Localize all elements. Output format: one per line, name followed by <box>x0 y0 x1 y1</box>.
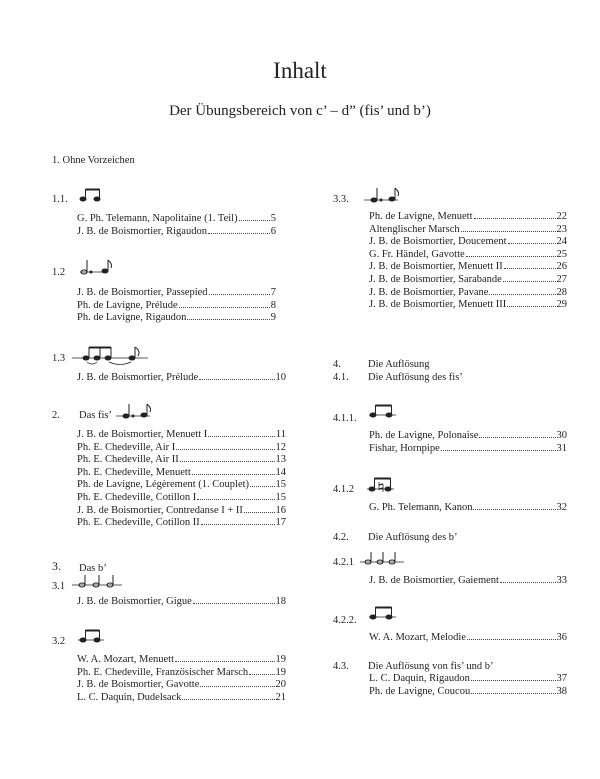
dot-leader <box>479 436 555 438</box>
toc-entry-title: Ph. E. Chedeville, Air I <box>77 441 176 453</box>
rhythm-dotted-quarter-eighth-icon <box>116 403 156 419</box>
toc-entry-title: Ph. de Lavigne, Rigaudon <box>77 312 187 324</box>
toc-entry-page: 16 <box>275 504 286 516</box>
section-2-number: 2. <box>52 410 60 421</box>
toc-entry-page: 31 <box>556 442 567 454</box>
toc-entry <box>77 691 286 704</box>
toc-entry <box>369 672 567 685</box>
section-1-3-number: 1.3 <box>52 353 66 364</box>
toc-entry <box>369 685 567 698</box>
toc-entry-page: 32 <box>556 502 567 513</box>
toc-entry-title: J. B. de Boismortier, Gaiement <box>369 575 499 586</box>
toc-entry-title: G. Ph. Telemann, Kanon <box>369 502 473 513</box>
toc-entry-title: J. B. de Boismortier, Menuett II <box>369 261 503 273</box>
page-subtitle: Der Übungsbereich von c’ – d” (fis’ und b’) <box>169 103 431 119</box>
toc-entry-title: Ph. de Lavigne, Polonaise <box>369 430 479 441</box>
toc-entry <box>77 428 286 441</box>
section-3-1-number: 3.1 <box>52 581 66 592</box>
section-4-2-2-number: 4.2.2. <box>333 615 357 626</box>
toc-entry-page: 30 <box>556 430 567 441</box>
toc-entry-page: 29 <box>556 299 567 311</box>
toc-entry-title: G. Ph. Telemann, Napolitaine (1. Teil) <box>77 213 238 224</box>
rhythm-dotted-quarter-eighth-icon <box>364 187 404 203</box>
section-1-2-number: 1.2 <box>52 267 66 278</box>
dot-leader <box>471 679 556 681</box>
dot-leader <box>239 219 270 221</box>
dot-leader <box>175 660 274 662</box>
toc-entry-page: 37 <box>556 673 567 684</box>
toc-entry-title: G. Fr. Händel, Gavotte <box>369 248 465 260</box>
toc-entry-title: Fishar, Hornpipe <box>369 442 440 454</box>
toc-entry-title: Ph. E. Chedeville, Cotillon II <box>77 517 200 529</box>
toc-entry-title: J. B. de Boismortier, Rigaudon <box>77 225 207 237</box>
dot-leader <box>508 242 556 244</box>
rhythm-three-halves-icon <box>360 551 410 567</box>
dot-leader <box>180 460 275 462</box>
toc-entry-title: J. B. de Boismortier, Gavotte <box>77 679 200 691</box>
toc-entry-page: 15 <box>275 492 286 503</box>
section-4-3-number: 4.3. <box>333 661 349 672</box>
toc-entry <box>369 442 567 455</box>
toc-entry-title: J. B. de Boismortier, Menuett III <box>369 299 507 311</box>
dot-leader <box>461 230 556 232</box>
toc-entry-title: Altenglischer Marsch <box>369 223 460 235</box>
toc-entry <box>77 478 286 491</box>
toc-entry-title: J. B. de Boismortier, Menuett I <box>77 429 208 440</box>
toc-entry <box>77 453 286 466</box>
toc-entry <box>77 286 276 299</box>
toc-entry-title: Ph. E. Chedeville, Cotillon I <box>77 492 197 503</box>
toc-entry-title: J. B. de Boismortier, Gigue <box>77 596 192 607</box>
toc-entry-title: Ph. E. Chedeville, Menuett <box>77 466 191 478</box>
toc-entry-title: J. B. de Boismortier, Pavane <box>369 286 489 298</box>
dot-leader <box>187 318 269 320</box>
toc-entry <box>369 574 567 587</box>
toc-entry <box>77 225 276 238</box>
section-4-1-number: 4.1. <box>333 372 349 383</box>
toc-entry-page: 25 <box>556 248 567 260</box>
toc-entry <box>77 299 276 312</box>
toc-entry <box>77 491 286 504</box>
dot-leader <box>489 293 555 295</box>
toc-entry-page: 8 <box>270 299 276 311</box>
rhythm-two-eighths-icon <box>370 404 396 418</box>
section-4-1-label: Die Auflösung des fis’ <box>368 372 463 383</box>
toc-entry-page: 6 <box>270 225 276 237</box>
dot-leader <box>208 435 275 437</box>
dot-leader <box>471 692 555 694</box>
section-1-1-number: 1.1. <box>52 194 68 205</box>
section-1-heading: 1. Ohne Vorzeichen <box>52 155 135 166</box>
toc-entry <box>369 210 567 223</box>
toc-entry-title: J. B. de Boismortier, Sarabande <box>369 274 502 285</box>
section-4-1-2-number: 4.1.2 <box>333 484 354 495</box>
dot-leader <box>503 280 556 282</box>
rhythm-tied-notes-icon <box>72 343 152 367</box>
dot-leader <box>199 378 274 380</box>
toc-entry-title: L. C. Daquin, Dudelsack <box>77 691 182 703</box>
toc-entry-page: 20 <box>275 679 286 691</box>
toc-entry-title: J. B. de Boismortier, Doucement <box>369 236 507 248</box>
toc-entry-page: 27 <box>556 274 567 285</box>
dot-leader <box>249 673 274 675</box>
toc-entry-page: 23 <box>556 223 567 235</box>
toc-entry-page: 24 <box>556 236 567 248</box>
section-4-1-1-number: 4.1.1. <box>333 413 357 424</box>
section-3-number: 3. <box>52 559 61 573</box>
dot-leader <box>466 255 556 257</box>
rhythm-three-halves-icon <box>72 574 132 590</box>
section-4-2-number: 4.2. <box>333 532 349 543</box>
section-4-2-label: Die Auflösung des b’ <box>368 532 458 543</box>
toc-entry <box>369 248 567 261</box>
dot-leader <box>193 602 275 604</box>
toc-entry-page: 38 <box>556 685 567 697</box>
toc-entry-page: 13 <box>275 454 286 466</box>
dot-leader <box>244 511 275 513</box>
section-4-2-1-number: 4.2.1 <box>333 557 354 568</box>
dot-leader <box>197 498 274 500</box>
toc-entry-title: Ph. de Lavigne, Coucou <box>369 685 471 697</box>
toc-entry-title: Ph. E. Chedeville, Französischer Marsch <box>77 666 249 678</box>
toc-entry <box>369 631 567 644</box>
dot-leader <box>467 638 555 640</box>
toc-entry-title: J. B. de Boismortier, Passepied <box>77 287 208 298</box>
toc-entry <box>77 311 276 324</box>
toc-entry <box>77 516 286 529</box>
dot-leader <box>208 232 270 234</box>
section-3-label: Das b’ <box>79 563 107 574</box>
toc-entry-page: 12 <box>275 441 286 453</box>
dot-leader <box>179 306 270 308</box>
toc-entry <box>77 466 286 479</box>
section-4-3-label: Die Auflösung von fis’ und b’ <box>368 661 494 672</box>
rhythm-dotted-quarter-eighth-icon <box>80 259 120 275</box>
toc-entry <box>77 371 286 384</box>
dot-leader <box>200 685 274 687</box>
toc-entry-page: 7 <box>270 287 276 298</box>
toc-entry-page: 9 <box>270 312 276 324</box>
dot-leader <box>201 523 275 525</box>
toc-entry-page: 26 <box>556 261 567 273</box>
dot-leader <box>500 581 556 583</box>
toc-entry <box>77 678 286 691</box>
toc-entry-page: 11 <box>275 429 286 440</box>
dot-leader <box>176 448 274 450</box>
toc-entry-title: W. A. Mozart, Menuett <box>77 654 175 665</box>
toc-entry-page: 17 <box>275 517 286 529</box>
toc-entry <box>369 298 567 311</box>
toc-entry <box>369 235 567 248</box>
toc-entry-page: 19 <box>275 666 286 678</box>
dot-leader <box>507 305 555 307</box>
toc-entry-page: 28 <box>556 286 567 298</box>
toc-entry <box>77 504 286 517</box>
toc-entry-page: 10 <box>275 372 286 383</box>
dot-leader <box>441 449 556 451</box>
toc-entry-title: Ph. de Lavigne, Menuett <box>369 211 473 222</box>
toc-entry <box>369 286 567 299</box>
rhythm-two-eighths-icon <box>80 188 102 202</box>
toc-entry <box>369 501 567 514</box>
toc-entry-title: L. C. Daquin, Rigaudon <box>369 673 470 684</box>
section-2-label: Das fis’ <box>79 410 112 421</box>
section-4-label: Die Auflösung <box>368 359 430 370</box>
toc-entry-page: 21 <box>275 691 286 703</box>
toc-entry <box>77 666 286 679</box>
dot-leader <box>504 267 556 269</box>
toc-entry <box>77 441 286 454</box>
toc-entry-page: 22 <box>556 211 567 222</box>
dot-leader <box>473 508 555 510</box>
toc-entry-page: 14 <box>275 466 286 478</box>
toc-entry-page: 36 <box>556 632 567 643</box>
toc-entry <box>77 595 286 608</box>
dot-leader <box>250 485 274 487</box>
toc-entry-title: Ph. de Lavigne, Prélude <box>77 299 178 311</box>
toc-entry-title: J. B. de Boismortier, Contredanse I + II <box>77 504 243 516</box>
rhythm-two-eighths-icon <box>80 629 104 643</box>
toc-entry-title: Ph. E. Chedeville, Air II <box>77 454 179 466</box>
dot-leader <box>474 217 556 219</box>
dot-leader <box>182 698 274 700</box>
toc-entry-page: 33 <box>556 575 567 586</box>
section-4-number: 4. <box>333 359 341 370</box>
toc-entry-title: W. A. Mozart, Melodie <box>369 632 467 643</box>
section-3-3-number: 3.3. <box>333 194 349 205</box>
toc-entry <box>77 212 276 225</box>
rhythm-two-eighths-icon <box>370 606 398 620</box>
toc-entry-title: J. B. de Boismortier, Prélude <box>77 372 199 383</box>
rhythm-beamed-natural-icon <box>368 477 394 493</box>
toc-entry-page: 5 <box>270 213 276 224</box>
page-title: Inhalt <box>273 58 327 83</box>
toc-entry-page: 19 <box>275 654 286 665</box>
toc-entry-page: 18 <box>275 596 286 607</box>
toc-entry <box>369 223 567 236</box>
dot-leader <box>209 293 270 295</box>
toc-entry <box>369 429 567 442</box>
toc-entry-title: Ph. de Lavigne, Légèrement (1. Couplet) <box>77 479 250 491</box>
toc-entry-page: 15 <box>275 479 286 491</box>
toc-entry <box>77 653 286 666</box>
toc-entry <box>369 260 567 273</box>
section-3-2-number: 3.2 <box>52 636 66 647</box>
dot-leader <box>192 473 275 475</box>
toc-entry <box>369 273 567 286</box>
